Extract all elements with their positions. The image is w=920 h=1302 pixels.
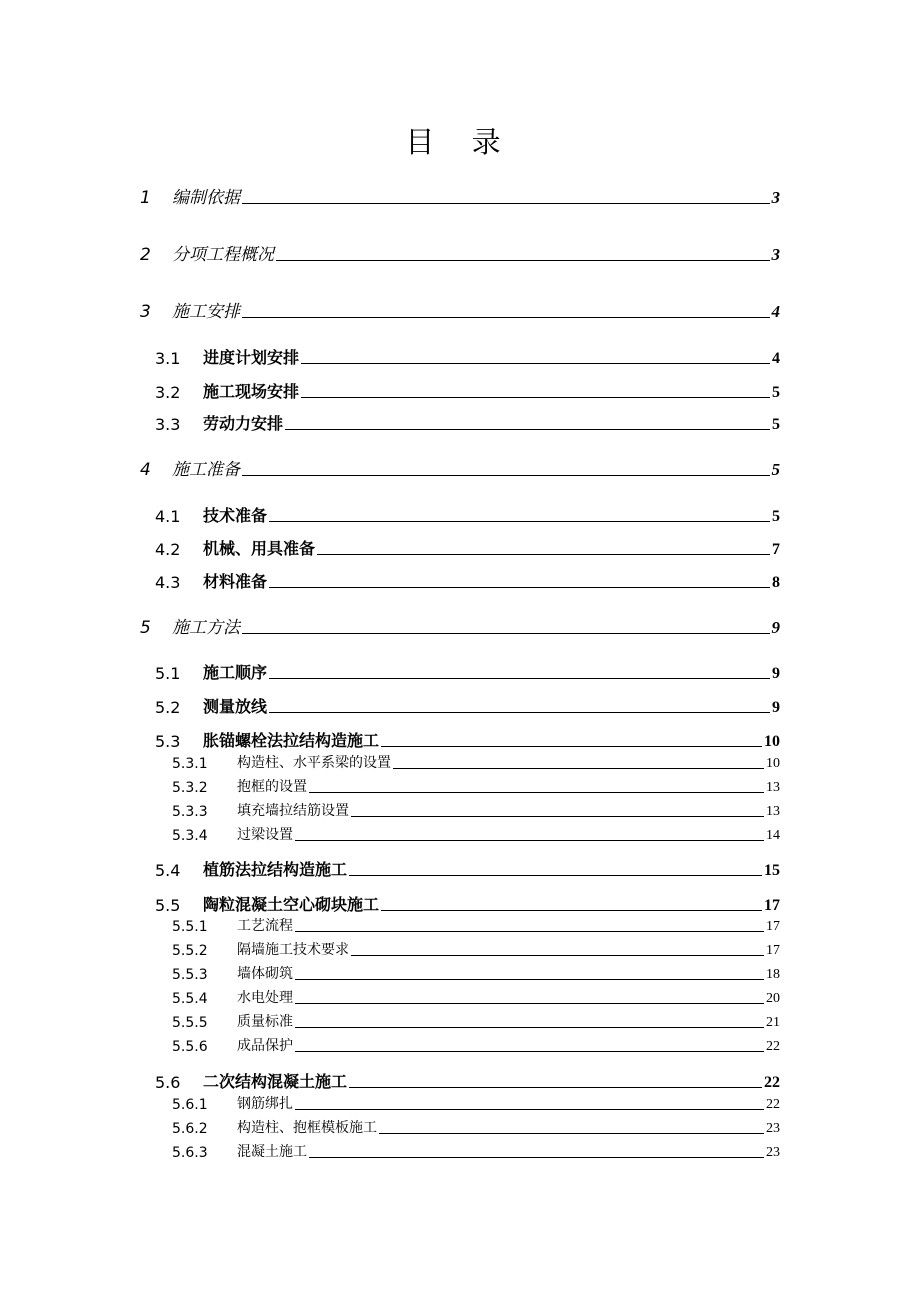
toc-entry-number: 5.3.2 bbox=[172, 780, 208, 796]
toc-entry-page: 17 bbox=[764, 897, 780, 914]
toc-entry-label: 机械、用具准备 bbox=[203, 539, 316, 558]
toc-entry-number: 4.3 bbox=[155, 573, 181, 592]
toc-entry[interactable] bbox=[140, 456, 780, 480]
toc-entry[interactable] bbox=[155, 568, 780, 592]
toc-entry-label: 施工顺序 bbox=[203, 663, 268, 682]
toc-entry-page: 23 bbox=[766, 1145, 780, 1160]
toc-entry-page: 5 bbox=[771, 460, 780, 479]
toc-entry-label: 施工现场安排 bbox=[203, 382, 300, 401]
toc-entry-page: 21 bbox=[766, 1015, 780, 1030]
toc-entry-page: 20 bbox=[766, 991, 780, 1006]
toc-entry-number: 5.6 bbox=[155, 1073, 181, 1092]
toc-entry-number: 4.1 bbox=[155, 507, 181, 526]
toc-entry-number: 5.2 bbox=[155, 698, 181, 717]
toc-leader-line bbox=[295, 1003, 764, 1004]
toc-entry-number: 5.1 bbox=[155, 664, 181, 683]
toc-entry-page: 23 bbox=[766, 1121, 780, 1136]
toc-leader-line bbox=[317, 554, 770, 555]
toc-leader-line bbox=[309, 792, 764, 793]
toc-entry-page: 9 bbox=[772, 665, 780, 682]
toc-leader-line bbox=[295, 979, 764, 980]
toc-leader-line bbox=[285, 429, 770, 430]
toc-entry-number: 5.4 bbox=[155, 861, 181, 880]
toc-entry-page: 22 bbox=[766, 1097, 780, 1112]
toc-entry-number: 3.2 bbox=[155, 383, 181, 402]
toc-entry-label: 材料准备 bbox=[203, 572, 268, 591]
toc-entry-page: 18 bbox=[766, 967, 780, 982]
toc-entry-label: 植筋法拉结构造施工 bbox=[203, 860, 348, 879]
toc-entry-label: 工艺流程 bbox=[237, 918, 293, 934]
toc-leader-line bbox=[269, 712, 770, 713]
toc-entry-page: 5 bbox=[772, 384, 780, 401]
toc-entry-page: 14 bbox=[766, 828, 780, 843]
toc-entry-number: 5.5.3 bbox=[172, 967, 208, 983]
toc-entry-page: 17 bbox=[766, 919, 780, 934]
toc-entry-label: 进度计划安排 bbox=[203, 348, 300, 367]
toc-entry-label: 过梁设置 bbox=[237, 827, 293, 843]
toc-entry[interactable] bbox=[155, 856, 780, 880]
toc-leader-line bbox=[301, 397, 770, 398]
toc-leader-line bbox=[295, 840, 764, 841]
toc-leader-line bbox=[269, 521, 770, 522]
toc-entry[interactable] bbox=[155, 378, 780, 402]
toc-entry-number: 4.2 bbox=[155, 540, 181, 559]
toc-leader-line bbox=[242, 633, 770, 634]
toc-entry[interactable] bbox=[172, 1117, 780, 1137]
toc-entry[interactable] bbox=[155, 344, 780, 368]
toc-leader-line bbox=[379, 1133, 764, 1134]
toc-entry[interactable] bbox=[172, 800, 780, 820]
toc-leader-line bbox=[242, 475, 770, 476]
toc-entry-number: 5.5.6 bbox=[172, 1039, 208, 1055]
toc-entry[interactable] bbox=[172, 987, 780, 1007]
toc-entry-page: 22 bbox=[764, 1074, 780, 1091]
toc-entry-number: 5.3.1 bbox=[172, 756, 208, 772]
toc-entry-label: 墙体砌筑 bbox=[237, 966, 293, 982]
toc-entry-label: 混凝土施工 bbox=[237, 1144, 307, 1160]
toc-leader-line bbox=[295, 1051, 764, 1052]
toc-entry[interactable] bbox=[155, 1068, 780, 1092]
toc-leader-line bbox=[269, 678, 770, 679]
toc-leader-line bbox=[381, 910, 762, 911]
toc-entry-label: 成品保护 bbox=[237, 1038, 293, 1054]
toc-entry-number: 2 bbox=[140, 245, 151, 265]
toc-leader-line bbox=[269, 587, 770, 588]
toc-entry-label: 施工方法 bbox=[172, 618, 240, 638]
toc-leader-line bbox=[295, 1027, 764, 1028]
toc-entry[interactable] bbox=[155, 693, 780, 717]
toc-entry-label: 构造柱、水平系梁的设置 bbox=[237, 755, 391, 771]
toc-entry[interactable] bbox=[172, 939, 780, 959]
toc-entry[interactable] bbox=[140, 298, 780, 322]
toc-entry-number: 3 bbox=[140, 302, 151, 322]
toc-entry-page: 10 bbox=[764, 733, 780, 750]
toc-entry-label: 抱框的设置 bbox=[237, 779, 307, 795]
toc-entry[interactable] bbox=[155, 535, 780, 559]
toc-entry-label: 施工准备 bbox=[172, 460, 240, 480]
toc-entry[interactable] bbox=[172, 1035, 780, 1055]
toc-leader-line bbox=[242, 203, 770, 204]
toc-entry[interactable] bbox=[155, 659, 780, 683]
toc-entry-number: 5.6.1 bbox=[172, 1097, 208, 1113]
toc-leader-line bbox=[301, 363, 770, 364]
toc-entry[interactable] bbox=[140, 241, 780, 265]
toc-entry[interactable] bbox=[172, 1093, 780, 1113]
toc-entry[interactable] bbox=[172, 1141, 780, 1161]
toc-entry-label: 技术准备 bbox=[203, 506, 268, 525]
toc-entry-number: 5.3.4 bbox=[172, 828, 208, 844]
toc-entry-number: 3.1 bbox=[155, 349, 181, 368]
toc-entry-label: 胀锚螺栓法拉结构造施工 bbox=[203, 731, 380, 750]
toc-entry-page: 7 bbox=[772, 541, 780, 558]
toc-entry[interactable] bbox=[172, 915, 780, 935]
toc-entry-label: 测量放线 bbox=[203, 697, 268, 716]
toc-entry[interactable] bbox=[172, 776, 780, 796]
toc-entry-page: 5 bbox=[772, 416, 780, 433]
toc-entry-number: 5.5.4 bbox=[172, 991, 208, 1007]
toc-entry-number: 5.6.3 bbox=[172, 1145, 208, 1161]
toc-entry-label: 隔墙施工技术要求 bbox=[237, 942, 349, 958]
toc-leader-line bbox=[276, 260, 770, 261]
toc-entry[interactable] bbox=[140, 614, 780, 638]
toc-entry-label: 陶粒混凝土空心砌块施工 bbox=[203, 895, 380, 914]
toc-leader-line bbox=[351, 816, 764, 817]
toc-leader-line bbox=[351, 955, 764, 956]
toc-entry-page: 8 bbox=[772, 574, 780, 591]
toc-entry-number: 3.3 bbox=[155, 415, 181, 434]
toc-entry[interactable] bbox=[155, 410, 780, 434]
toc-entry-page: 3 bbox=[771, 245, 780, 264]
toc-leader-line bbox=[309, 1157, 764, 1158]
toc-entry-number: 5.6.2 bbox=[172, 1121, 208, 1137]
toc-leader-line bbox=[381, 746, 762, 747]
toc-leader-line bbox=[295, 931, 764, 932]
toc-entry-number: 4 bbox=[140, 460, 151, 480]
toc-entry-page: 22 bbox=[766, 1039, 780, 1054]
toc-entry[interactable] bbox=[140, 184, 780, 208]
toc-entry[interactable] bbox=[172, 824, 780, 844]
toc-entry-label: 构造柱、抱框模板施工 bbox=[237, 1120, 377, 1136]
toc-title: 目 录 bbox=[405, 125, 515, 159]
toc-entry-number: 5.3.3 bbox=[172, 804, 208, 820]
toc-entry-number: 5.5.5 bbox=[172, 1015, 208, 1031]
toc-leader-line bbox=[295, 1109, 764, 1110]
toc-entry-page: 13 bbox=[766, 780, 780, 795]
toc-entry-page: 9 bbox=[772, 699, 780, 716]
toc-leader-line bbox=[349, 875, 762, 876]
toc-entry-number: 5.5 bbox=[155, 896, 181, 915]
toc-entry[interactable] bbox=[172, 752, 780, 772]
toc-entry-label: 质量标准 bbox=[237, 1014, 293, 1030]
toc-entry-label: 钢筋绑扎 bbox=[237, 1096, 293, 1112]
toc-entry-label: 分项工程概况 bbox=[172, 245, 274, 265]
toc-entry-label: 二次结构混凝土施工 bbox=[203, 1072, 348, 1091]
toc-entry-number: 5 bbox=[140, 618, 151, 638]
toc-entry-page: 4 bbox=[772, 350, 780, 367]
toc-leader-line bbox=[393, 768, 764, 769]
toc-entry-page: 5 bbox=[772, 508, 780, 525]
toc-entry-label: 编制依据 bbox=[172, 188, 240, 208]
toc-entry[interactable] bbox=[172, 1011, 780, 1031]
toc-entry-number: 5.5.1 bbox=[172, 919, 208, 935]
toc-entry-page: 15 bbox=[764, 862, 780, 879]
toc-entry[interactable] bbox=[155, 891, 780, 915]
toc-entry-page: 3 bbox=[771, 188, 780, 207]
toc-entry-label: 劳动力安排 bbox=[203, 414, 284, 433]
toc-entry-label: 水电处理 bbox=[237, 990, 293, 1006]
toc-entry-number: 5.3 bbox=[155, 732, 181, 751]
toc-entry-number: 5.5.2 bbox=[172, 943, 208, 959]
toc-entry-page: 17 bbox=[766, 943, 780, 958]
toc-entry-number: 1 bbox=[140, 188, 151, 208]
toc-entry[interactable] bbox=[172, 963, 780, 983]
toc-entry-page: 13 bbox=[766, 804, 780, 819]
toc-leader-line bbox=[349, 1087, 762, 1088]
toc-entry-label: 填充墙拉结筋设置 bbox=[237, 803, 349, 819]
toc-leader-line bbox=[242, 317, 770, 318]
toc-entry[interactable] bbox=[155, 727, 780, 751]
toc-entry[interactable] bbox=[155, 502, 780, 526]
toc-entry-page: 10 bbox=[766, 756, 780, 771]
toc-entry-label: 施工安排 bbox=[172, 302, 240, 322]
toc-entry-page: 4 bbox=[771, 302, 780, 321]
toc-entry-page: 9 bbox=[771, 618, 780, 637]
